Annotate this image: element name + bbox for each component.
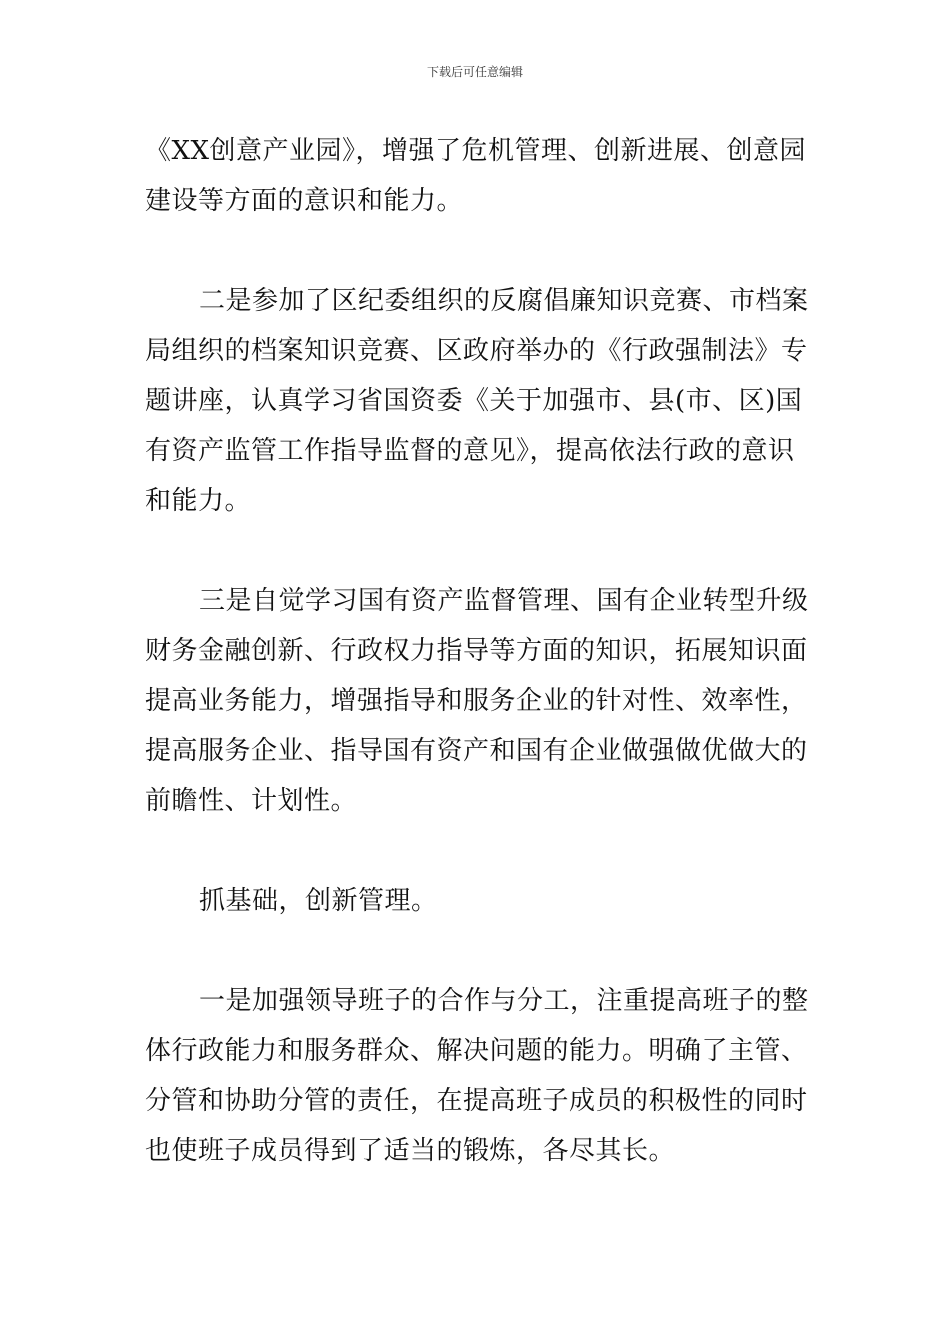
- paragraph-line: 二是参加了区纪委组织的反腐倡廉知识竞赛、市档案: [199, 286, 809, 316]
- paragraph-3: [145, 576, 809, 826]
- paragraph-line: 体行政能力和服务群众、解决问题的能力。明确了主管、: [145, 1036, 808, 1066]
- paragraph-line: 《XX创意产业园》，增强了危机管理、创新进展、创意园: [145, 136, 807, 166]
- paragraph-line: 分管和协助分管的责任，在提高班子成员的积极性的同时: [145, 1086, 808, 1116]
- paragraph-line: 三是自觉学习国有资产监督管理、国有企业转型升级: [199, 586, 809, 616]
- paragraph-line: 财务金融创新、行政权力指导等方面的知识，拓展知识面: [145, 636, 808, 666]
- paragraph-line: 提高服务企业、指导国有资产和国有企业做强做优做大的: [145, 736, 808, 766]
- paragraph-spacer: [145, 826, 805, 876]
- paragraph-line: 前瞻性、计划性。: [145, 786, 358, 816]
- paragraph-5: [145, 976, 809, 1176]
- paragraph-line: 和能力。: [145, 486, 252, 516]
- paragraph-1: [145, 126, 805, 226]
- paragraph-4: [145, 876, 805, 926]
- paragraph-line: 一是加强领导班子的合作与分工，注重提高班子的整: [199, 986, 809, 1016]
- document-body: [145, 126, 809, 1176]
- paragraph-line: 也使班子成员得到了适当的锻炼，各尽其长。: [145, 1136, 676, 1166]
- paragraph-line: 提高业务能力，增强指导和服务企业的针对性、效率性，: [145, 686, 808, 716]
- paragraph-line: 建设等方面的意识和能力。: [145, 186, 464, 216]
- paragraph-line: 抓基础，创新管理。: [199, 886, 438, 916]
- page-header: 下载后可任意编辑: [426, 65, 523, 79]
- paragraph-spacer: [145, 926, 805, 976]
- paragraph-spacer: [145, 526, 805, 576]
- paragraph-spacer: [145, 226, 805, 276]
- paragraph-line: 局组织的档案知识竞赛、区政府举办的《行政强制法》专: [145, 336, 808, 366]
- paragraph-line: 题讲座，认真学习省国资委《关于加强市、县(市、区)国: [145, 386, 803, 416]
- paragraph-2: [145, 276, 809, 526]
- paragraph-line: 有资产监管工作指导监督的意见》，提高依法行政的意识: [145, 436, 795, 466]
